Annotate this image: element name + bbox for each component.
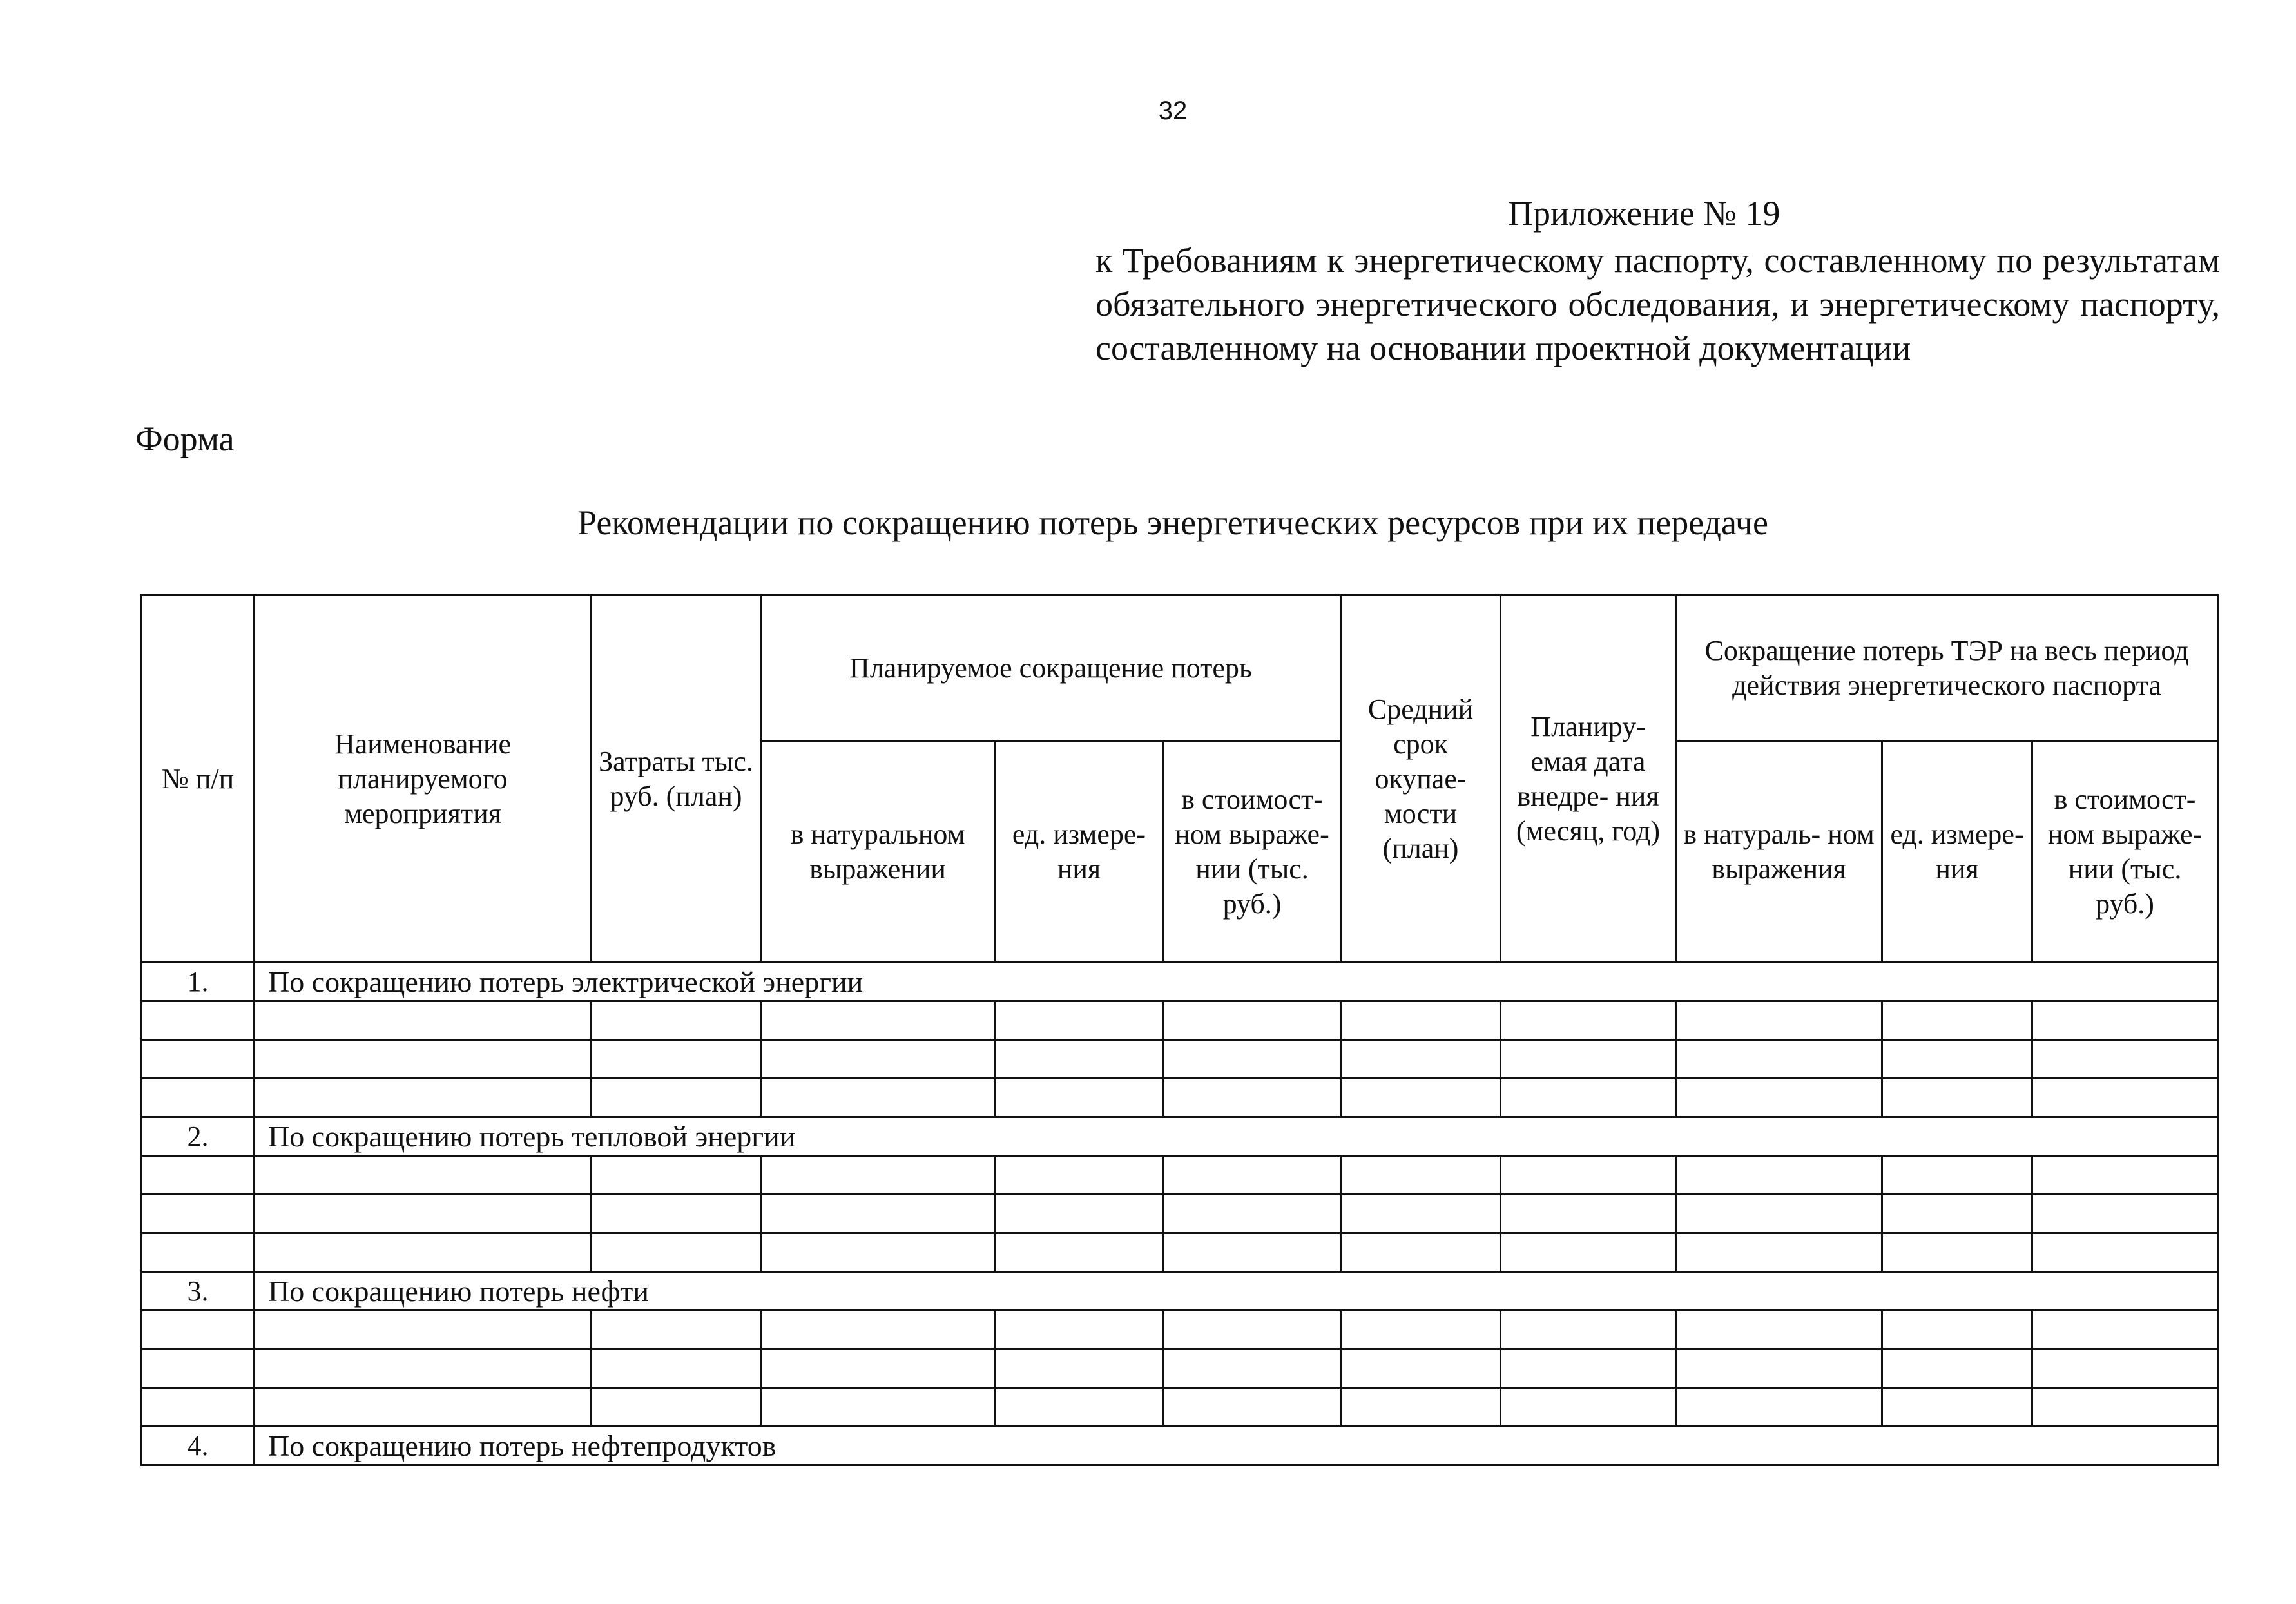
section-number: 1. [142,963,255,1001]
table-row [142,1311,2218,1349]
form-label: Форма [135,420,235,458]
page-number: 32 [1158,97,1188,125]
table-row [142,1040,2218,1079]
header-total-cost: в стоимост- ном выраже- нии (тыс. руб.) [2032,741,2218,963]
header-number: № п/п [142,595,255,963]
table-row [142,1233,2218,1272]
section-title: По сокращению потерь электрической энергии [255,963,2218,1001]
header-total-unit: ед. измере- ния [1882,741,2032,963]
header-total-reduction: Сокращение потерь ТЭР на весь период действия энергетического паспорта [1676,595,2218,741]
header-total-natural: в натураль- ном выражения [1676,741,1882,963]
header-avg-payback: Средний срок окупае- мости (план) [1341,595,1501,963]
table-row [142,1388,2218,1427]
section-number: 4. [142,1427,255,1465]
header-name: Наименование планируемого мероприятия [255,595,592,963]
document-title: Рекомендации по сокращению потерь энергетических ресурсов при их передаче [577,503,1768,542]
table-row [142,1079,2218,1117]
section-row [142,1272,2218,1311]
section-row [142,1117,2218,1156]
recommendations-table [140,594,2219,1466]
section-title: По сокращению потерь нефти [255,1272,2218,1311]
appendix-text: к Требованиям к энергетическому паспорту, составленному по результатам обязательного энергетического обследования, и энергетическому паспорту, составленному на основании проектной документации [1095,241,2220,367]
header-planned-date: Планиру- емая дата внедре- ния (месяц, год) [1501,595,1676,963]
table-row [142,1195,2218,1233]
header-planned-cost: в стоимост- ном выраже- нии (тыс. руб.) [1164,741,1341,963]
appendix-title: Приложение № 19 [1508,194,1780,233]
header-planned-reduction: Планируемое сокращение потерь [761,595,1341,741]
section-row [142,1427,2218,1465]
header-planned-unit: ед. измере- ния [995,741,1164,963]
section-title: По сокращению потерь тепловой энергии [255,1117,2218,1156]
header-costs: Затраты тыс. руб. (план) [592,595,761,963]
table-row [142,1001,2218,1040]
table-row [142,1349,2218,1388]
section-number: 2. [142,1117,255,1156]
header-planned-natural: в натуральном выражении [761,741,995,963]
section-number: 3. [142,1272,255,1311]
section-title: По сокращению потерь нефтепродуктов [255,1427,2218,1465]
table-row [142,1156,2218,1195]
section-row [142,963,2218,1001]
